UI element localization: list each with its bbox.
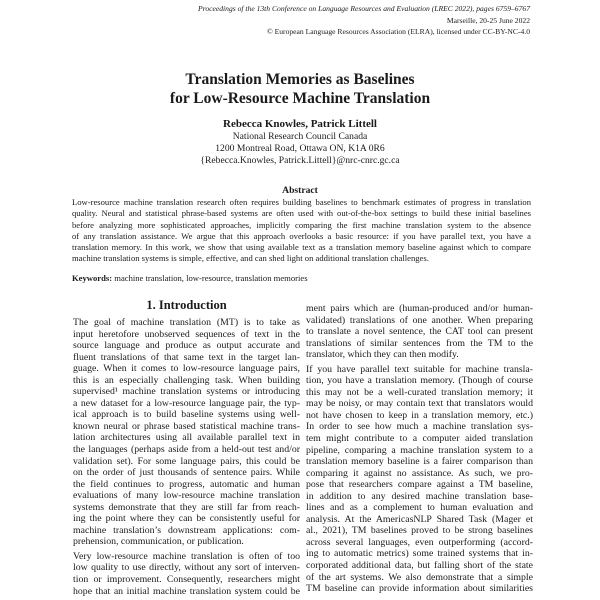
text-line: of the art systems. We also demonstrate that a simple [306, 571, 533, 583]
keywords [72, 273, 308, 283]
text-line: this may not be a well-curated translation memory; it [306, 386, 533, 398]
text-line: translations of similar sentences from the TM to the [306, 337, 533, 349]
text-line: may be noisy, or may contain text that translators would [306, 398, 533, 410]
text-line: Low-resource machine translation research often requires building baselines to benchmark estimates of progress in translation [72, 197, 531, 207]
text-line: The goal of machine translation (MT) is to take as [73, 317, 300, 328]
text-line: evaluations of many low-resource machine translation [73, 490, 300, 502]
text-line: pipeline, comparing a machine translation system to a [306, 444, 533, 456]
text-line: ing the point where they can be consistently useful for [73, 513, 300, 525]
keywords-label: Keywords: [72, 273, 113, 283]
section-heading-introduction: 1. Introduction [146, 298, 227, 312]
paragraph [306, 303, 533, 361]
text-line: quality. Neural and statistical phrase-based systems are often used with out-of-the-box settings to build these initial baselines [72, 208, 531, 219]
text-line: source language and produce as output accurate and [73, 340, 300, 352]
organization: National Research Council Canada [232, 131, 368, 142]
title-line-1: Translation Memories as Baselines [185, 71, 415, 88]
text-line: validated) translations of one another. When preparing [306, 314, 533, 326]
email: {Rebecca.Knowles, Patrick.Littell}@nrc-cnrc.gc.ca [200, 155, 400, 167]
text-line: prehension, communication, or publication. [73, 536, 244, 548]
text-line: a new dataset for a low-resource language pair, the typ- [73, 397, 300, 409]
text-line: across several languages, even outperforming (accord- [306, 536, 533, 548]
right-column [306, 303, 533, 595]
text-line: low quality to use directly, without any sort of interven- [73, 562, 300, 574]
text-line: al., 2021), TM baselines proved to be strong baselines [306, 525, 533, 537]
text-line: ment pairs which are (human-produced and/or human- [306, 303, 533, 314]
text-line: the field continues to progress, automatic and human [73, 478, 300, 490]
paragraph [73, 551, 300, 597]
text-line: In order to see how much a machine translation sys- [306, 421, 533, 433]
text-line: corporated additional data, but falling short of the state [306, 560, 533, 572]
text-line: before analyzing more sophisticated approaches, implicitly comparing the first machine translation system to the absence [72, 219, 531, 230]
text-line: tion or improvement. Consequently, researchers might [73, 574, 300, 586]
abstract-heading: Abstract [282, 185, 318, 196]
keywords-text: machine translation, low-resource, translation memories [114, 273, 308, 283]
address: 1200 Montreal Road, Ottawa ON, K1A 0R6 [215, 143, 385, 155]
copyright-license: © European Language Resources Association (ELRA), licensed under CC-BY-NC-4.0 [266, 27, 530, 36]
text-line: machine translation systems is simple, effective, and can shed light on additional translation challenges. [72, 253, 429, 264]
text-line: tion, you have a translation memory. (Though of course [306, 375, 533, 387]
text-line: lines and as a complement to human evaluation and [306, 502, 533, 514]
text-line: tem might contribute to a computer aided translation [306, 433, 533, 445]
text-line: ing to automatic metrics) some trained systems that in- [306, 548, 533, 560]
text-line: translator, which they can then modify. [306, 349, 459, 361]
text-line: on the order of just thousands of sentence pairs. While [73, 467, 300, 479]
text-line: analysis. At the AmericasNLP Shared Task (Mager et [306, 513, 533, 525]
text-line: comparing it against no assistance. As such, we pro- [306, 467, 533, 479]
paper-title [0, 71, 600, 108]
authors: Rebecca Knowles, Patrick Littell [223, 118, 377, 130]
text-line: this is an especially challenging task. When building [73, 374, 300, 386]
affiliation [0, 131, 600, 168]
abstract-body [72, 197, 531, 265]
text-line: in addition to any desired machine translation base- [306, 490, 533, 502]
text-line: translation memory baseline is a fairer comparison than [306, 456, 533, 468]
text-line: to translate a novel sentence, the CAT tool can present [306, 326, 533, 338]
proceedings-citation: Proceedings of the 13th Conference on Language Resources and Evaluation (LREC 2022), pages 6759–6767 [198, 4, 530, 13]
text-line: the languages (perhaps aside from a held-out test and/or [73, 444, 300, 456]
text-line: lation architectures using all available parallel text in [73, 432, 300, 444]
paragraph [306, 364, 533, 595]
text-line: translation memory. In this work, we show that using available text as a translation memory baseline against which to compare [72, 242, 531, 253]
text-line: ical approach is to build baseline systems using well- [73, 409, 300, 421]
text-line: validation set). For some language pairs, this could be [73, 455, 300, 467]
text-line: supervised¹ machine translation systems or introducing [73, 386, 300, 398]
text-line: TM baseline can provide information about similarities [306, 583, 533, 595]
text-line: input heretofore unobserved sequences of text in the [73, 328, 300, 340]
text-line: hope that an initial machine translation system could be [73, 585, 300, 597]
text-line: systems demonstrate that they are still far from reach- [73, 501, 300, 513]
text-line: machine translation’s downstream applications: com- [73, 524, 300, 536]
text-line: guage. When it comes to low-resource language pairs, [73, 363, 300, 375]
text-line: fluent translations of that same text in the target lan- [73, 351, 300, 363]
proceedings-header [198, 3, 530, 38]
conference-location-date: Marseille, 20-25 June 2022 [446, 15, 530, 25]
text-line: Very low-resource machine translation is often of too [73, 550, 300, 562]
title-line-2: for Low-Resource Machine Translation [169, 89, 431, 107]
left-column [73, 317, 300, 597]
text-line: pose that researchers compare against a TM baseline, [306, 479, 533, 491]
paragraph [73, 317, 300, 548]
text-line: known neural or phrase based statistical machine trans- [73, 420, 300, 432]
text-line: of any translation assistance. We argue that this approach overlooks a basic resource: if you have parallel text, you have a [72, 230, 531, 241]
text-line: not have chosen to keep in a translation memory, etc.) [306, 409, 533, 421]
text-line: If you have parallel text suitable for machine transla- [306, 363, 533, 375]
